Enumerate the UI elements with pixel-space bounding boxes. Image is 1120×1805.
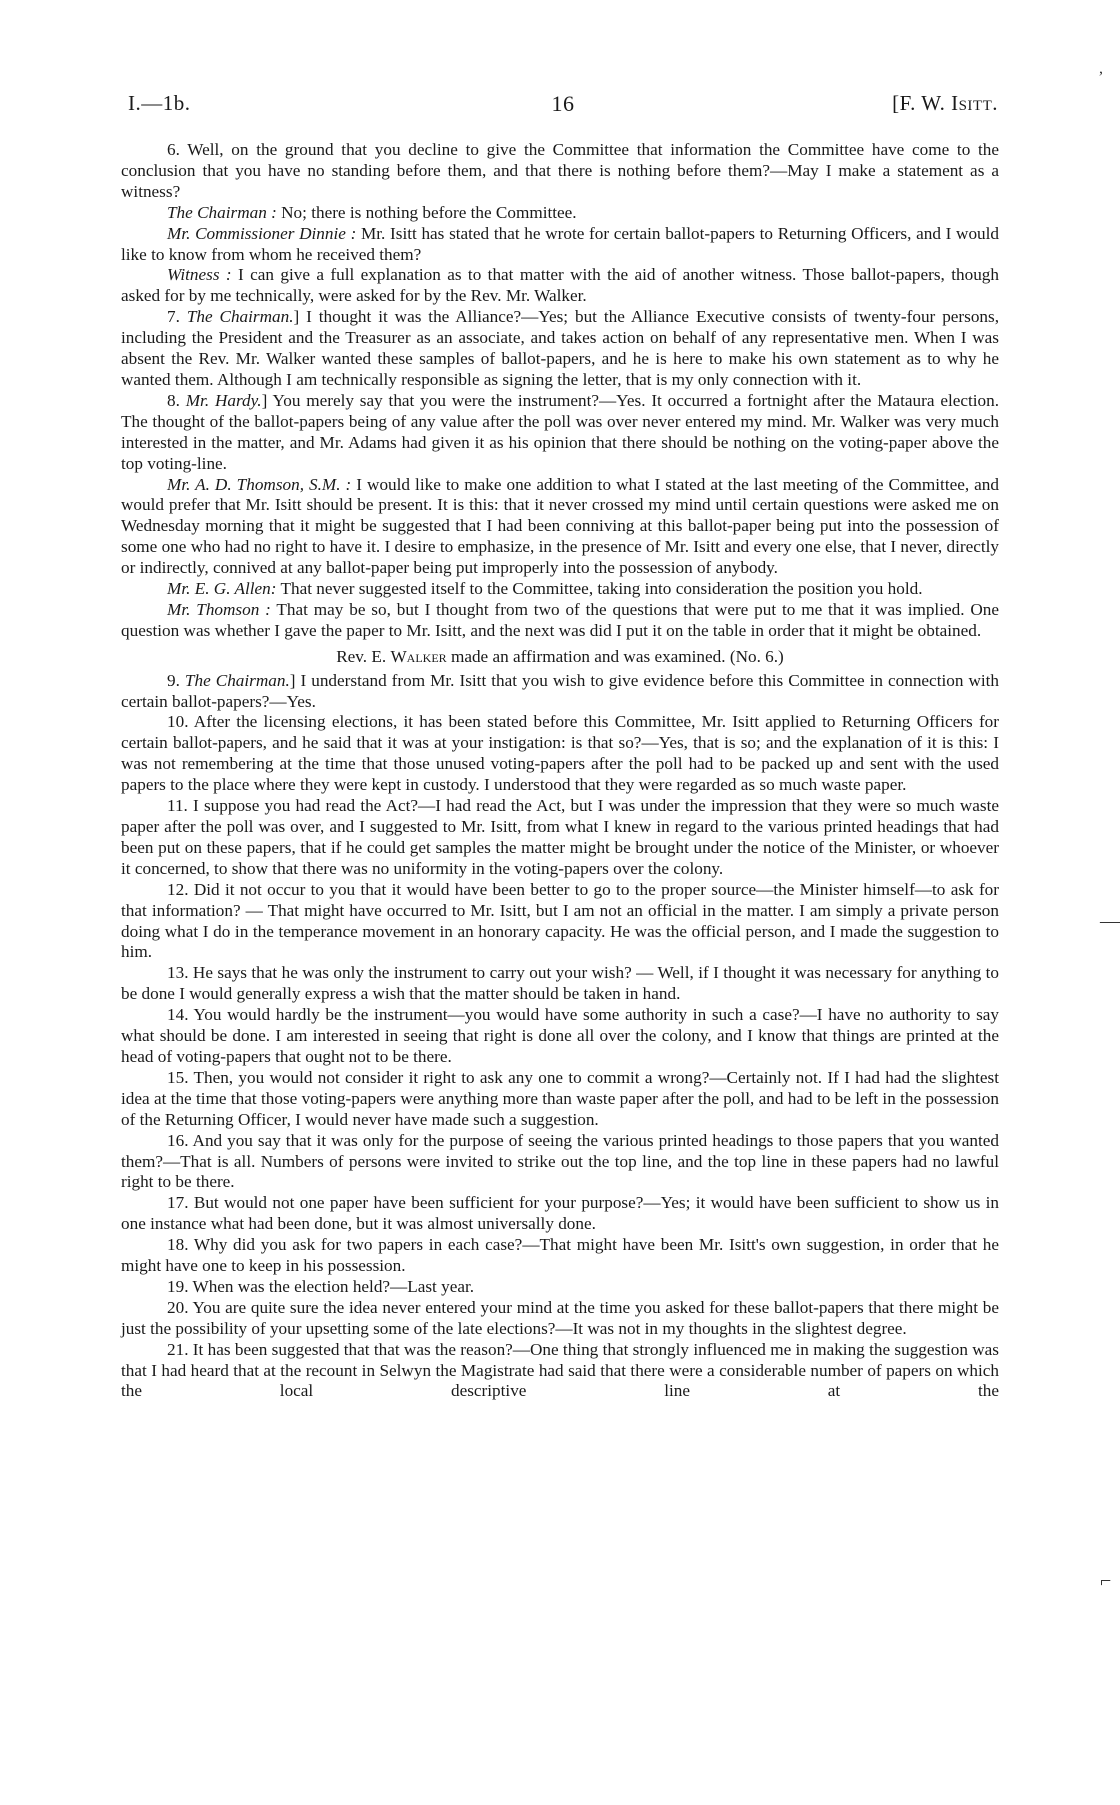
- question-number: 9.: [167, 670, 185, 690]
- heading-text: Rev. E.: [336, 646, 391, 666]
- paragraph: [121, 475, 999, 580]
- paragraph-text: I can give a full explanation as to that matter with the aid of another witness. Those ballot-papers, though asked for by me technically, were asked for by the Rev. Mr. Walker.: [121, 265, 999, 306]
- page-number: 16: [551, 91, 575, 116]
- scan-mark-icon: —: [1100, 910, 1120, 932]
- question-number: 7.: [167, 307, 187, 327]
- witness-name: [F. W. Isitt.: [892, 91, 998, 115]
- paragraph-text: ] I understand from Mr. Isitt that you wish to give evidence before this Committee in connection with certain ballot-papers?—Yes.: [121, 670, 1000, 711]
- paragraph: [121, 671, 999, 713]
- witness-heading: [121, 647, 999, 668]
- speaker: Mr. Commissioner Dinnie :: [167, 223, 357, 243]
- paragraph: 16. And you say that it was only for the purpose of seeing the various printed headings to those papers that you wanted them?—That is all. Numbers of persons were invited to strike out the top line, and the top line in these papers had no lawful right to be there.: [121, 1130, 999, 1192]
- heading-text: made an affirmation and was examined. (No. 6.): [446, 646, 784, 666]
- speaker: Mr. A. D. Thomson, S.M. :: [167, 474, 352, 494]
- paragraph: 17. But would not one paper have been sufficient for your purpose?—Yes; it would have been sufficient to show us in one instance what had been done, but it was almost universally done.: [121, 1193, 999, 1234]
- paragraph: 11. I suppose you had read the Act?—I had read the Act, but I was under the impression that they were so much waste paper after the poll was over, and I suggested to Mr. Isitt, from what I knew in regard to the various printed headings that had been put on these papers, that if he could get samples the matter might be brought under the notice of the Minister, or whoever it concerned, to show that there was no uniformity in the voting-papers over the colony.: [121, 796, 999, 878]
- speaker: The Chairman :: [167, 202, 277, 222]
- paragraph: 10. After the licensing elections, it has been stated before this Committee, Mr. Isitt applied to Returning Officers for certain ballot-papers, and he said that it was at your instigation: is that so?—Yes, that is so; and the explanation of it is this: I was not remembering at the time that those unused voting-papers after the poll had to be packed up and sent with the used papers to the place where they were kept in custody. I understood that they were regarded as so much waste paper.: [121, 712, 999, 795]
- paragraph: [121, 579, 999, 600]
- speaker: Witness :: [167, 265, 232, 285]
- paragraph: [121, 265, 999, 307]
- paragraph-text: No; there is nothing before the Committee.: [276, 202, 577, 222]
- paragraph: 18. Why did you ask for two papers in each case?—That might have been Mr. Isitt's own suggestion, in order that he might have one to keep in his possession.: [121, 1235, 999, 1276]
- speaker: Mr. Hardy.: [185, 390, 262, 410]
- paragraph: 13. He says that he was only the instrument to carry out your wish? — Well, if I thought it was necessary for anything to be done I would generally express a wish that the matter should be taken in hand.: [121, 963, 999, 1004]
- paragraph: 14. You would hardly be the instrument—you would have some authority in such a case?—I have no authority to say what should be done. I am interested in seeing that right is done all over the colony, and I know that things are printed at the head of voting-papers that ought not to be there.: [121, 1005, 999, 1066]
- paragraph: 6. Well, on the ground that you decline to give the Committee that information the Committee have come to the conclusion that you have no standing before them, and that there is nothing before them?—May I make a statement as a witness?: [121, 140, 999, 201]
- paragraph: [121, 391, 999, 475]
- paragraph: 19. When was the election held?—Last year.: [167, 1276, 475, 1296]
- paragraph-text: I would like to make one addition to what I stated at the last meeting of the Committee, and would prefer that Mr. Isitt should be present. It is this: that it never crossed my mind until certain questions were asked me on Wednesday morning that it might be suggested that I had been conniving at this ballot-paper being put into the possession of some one who had no right to have it. I desire to emphasize, in the presence of Mr. Isitt and every one else, that I never, directly or indirectly, connived at any ballot-paper being put improperly into the possession of anybody.: [121, 474, 999, 578]
- paragraph: 12. Did it not occur to you that it would have been better to go to the proper source—the Minister himself—to ask for that information? — That might have occurred to Mr. Isitt, but I am not an official in the matter. I am simply a private person doing what I do in the temperance movement in an honorary capacity. He was the official person, and I made the suggestion to him.: [121, 879, 999, 962]
- paragraph-text: ] I thought it was the Alliance?—Yes; but the Alliance Executive consists of twenty-four persons, including the President and the Treasurer as an associate, and takes action on behalf of any representative men. When I was absent the Rev. Mr. Walker wanted these samples of ballot-papers, and he is here to make his own statement as to why he wanted them. Although I am technically responsible as signing the letter, that is my only connection with it.: [121, 307, 999, 389]
- document-code: I.—1b.: [128, 91, 191, 115]
- paragraph-text: ] You merely say that you were the instrument?—Yes. It occurred a fortnight after the Mataura election. The thought of the ballot-papers being of any value after the poll was over never entered my mind. Mr. Walker was very much interested in the matter, and Mr. Adams had given it as his opinion that there should be nothing on the voting-paper above the top voting-line.: [121, 390, 1000, 473]
- speaker: Mr. E. G. Allen:: [167, 579, 277, 599]
- paragraph: 21. It has been suggested that that was the reason?—One thing that strongly influenced me in making the suggestion was that I had heard that at the recount in Selwyn the Magistrate had said that there were a considerable number of papers on which the local descriptive line at the: [121, 1339, 999, 1401]
- paragraph: [121, 203, 999, 224]
- paragraph-text: That never suggested itself to the Committee, taking into consideration the position you hold.: [276, 579, 923, 599]
- speaker: The Chairman.: [184, 670, 290, 690]
- witness-surname: Walker: [390, 646, 447, 666]
- speaker: Mr. Thomson :: [167, 599, 271, 619]
- paragraph: [121, 600, 999, 642]
- paragraph-text: Mr. Isitt has stated that he wrote for certain ballot-papers to Returning Officers, and I would like to know from whom he received them?: [121, 223, 999, 264]
- paragraph: [121, 307, 999, 391]
- paragraph: 15. Then, you would not consider it right to ask any one to commit a wrong?—Certainly not. If I had had the slightest idea at the time that those voting-papers were anything more than waste paper after the poll, and had to be left in the possession of the Returning Officer, I would never have made such a suggestion.: [121, 1067, 999, 1129]
- speaker: The Chairman.: [186, 307, 294, 327]
- document-body: [121, 140, 999, 1402]
- scan-mark-icon: ⌐: [1100, 1570, 1112, 1592]
- paragraph-text: That may be so, but I thought from two of the questions that were put to me that it was implied. One question was whether I gave the paper to Mr. Isitt, and the next was did I put it on the table in order that it might be obtained.: [121, 599, 999, 640]
- scan-mark-icon: ,: [1099, 60, 1103, 77]
- paragraph: 20. You are quite sure the idea never entered your mind at the time you asked for these ballot-papers that there might be just the possibility of your upsetting some of the late elections?—It was not in my thoughts in the slightest degree.: [121, 1297, 999, 1338]
- page-header: [128, 91, 998, 121]
- question-number: 8.: [167, 390, 186, 410]
- paragraph: [121, 224, 999, 266]
